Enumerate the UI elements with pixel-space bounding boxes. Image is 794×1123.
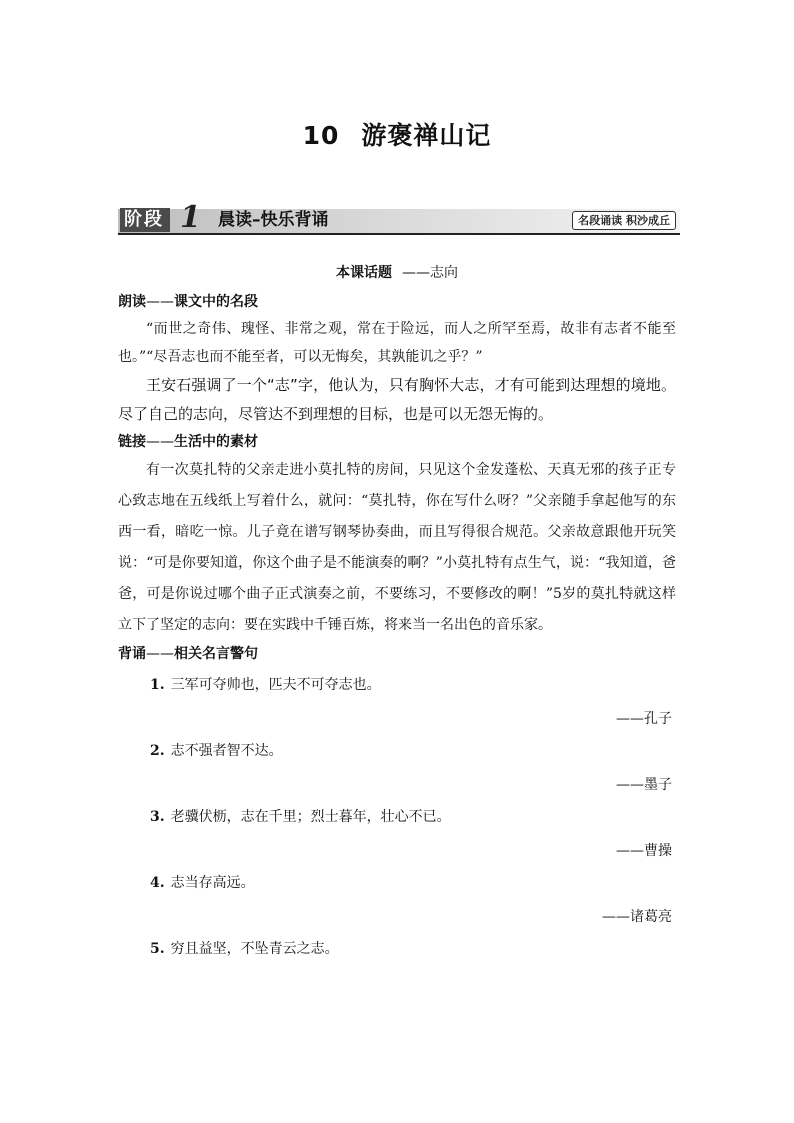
quote-number: 4.: [150, 875, 165, 891]
quote-author: ——诸葛亮: [602, 909, 672, 925]
link-label: 链接: [118, 434, 146, 450]
topic-label: 本课话题: [336, 265, 392, 281]
quote-author: ——孔子: [616, 711, 672, 727]
quote-text: 志当存高远。: [170, 875, 255, 891]
lesson-number: 10: [302, 121, 340, 150]
quote-text: 穷且益坚，不坠青云之志。: [170, 941, 339, 957]
quote-author: ——曹操: [616, 843, 672, 859]
quote-text: 老骥伏枥，志在千里；烈士暮年，壮心不已。: [170, 809, 451, 825]
lesson-title: 游褒禅山记: [361, 121, 492, 150]
quote-item: [118, 737, 676, 765]
quote-number: 1.: [150, 677, 165, 693]
link-title: 生活中的素材: [174, 434, 258, 450]
section-heading-recite: [118, 641, 676, 667]
reading-title: 课文中的名段: [174, 294, 258, 310]
stage-banner: [118, 200, 680, 235]
mozart-story-paragraph: 有一次莫扎特的父亲走进小莫扎特的房间，只见这个金发蓬松、天真无邪的孩子正专心致志地在五线纸上写着什么，就问：“莫扎特，你在写什么呀？”父亲随手拿起他写的东西一看，暗吃一惊。儿子竟在谱写钢琴协奏曲，而且写得很合规范。父亲故意跟他开玩笑说：“可是你要知道，你这个曲子是不能演奏的啊？”小莫扎特有点生气，说：“我知道，爸爸，可是你说过哪个曲子正式演奏之前，不要练习，不要修改的啊！”5岁的莫扎特就这样立下了坚定的志向：要在实践中千锤百炼，将来当一名出色的音乐家。: [118, 462, 676, 633]
stage-number: 1: [180, 200, 201, 235]
quote-number: 3.: [150, 809, 165, 825]
stage-title: 晨读–快乐背诵: [218, 210, 329, 230]
quote-item: [118, 803, 676, 831]
main-content: [118, 289, 676, 963]
quote-item: [118, 671, 676, 699]
lesson-topic: [0, 262, 794, 282]
recite-title: 相关名言警句: [174, 646, 258, 662]
quote-number: 5.: [150, 941, 165, 957]
section-heading-link: [118, 429, 676, 455]
reading-label: 朗读: [118, 294, 146, 310]
page-title: [0, 116, 794, 152]
stage-label: 阶段: [120, 208, 170, 232]
link-dash: ——: [146, 434, 174, 450]
classic-quote-paragraph: “而世之奇伟、瑰怪、非常之观，常在于险远，而人之所罕至焉，故非有志者不能至也。”“尽吾志也而不能至者，可以无悔矣，其孰能讥之乎？”: [118, 321, 676, 365]
section-heading-reading: [118, 289, 676, 315]
quote-text: 三军可夺帅也，匹夫不可夺志也。: [170, 677, 381, 693]
reading-dash: ——: [146, 294, 174, 310]
recite-dash: ——: [146, 646, 174, 662]
commentary-paragraph: 王安石强调了一个“志”字，他认为，只有胸怀大志，才有可能到达理想的境地。尽了自己的志向，尽管达不到理想的目标，也是可以无怨无悔的。: [118, 376, 676, 423]
quote-number: 2.: [150, 743, 165, 759]
recite-label: 背诵: [118, 646, 146, 662]
quote-item: [118, 869, 676, 897]
topic-value: ——志向: [402, 265, 458, 281]
quote-text: 志不强者智不达。: [170, 743, 283, 759]
stage-tag: 名段诵读 积沙成丘: [572, 211, 676, 230]
quote-item: [118, 935, 676, 963]
quote-author: ——墨子: [616, 777, 672, 793]
